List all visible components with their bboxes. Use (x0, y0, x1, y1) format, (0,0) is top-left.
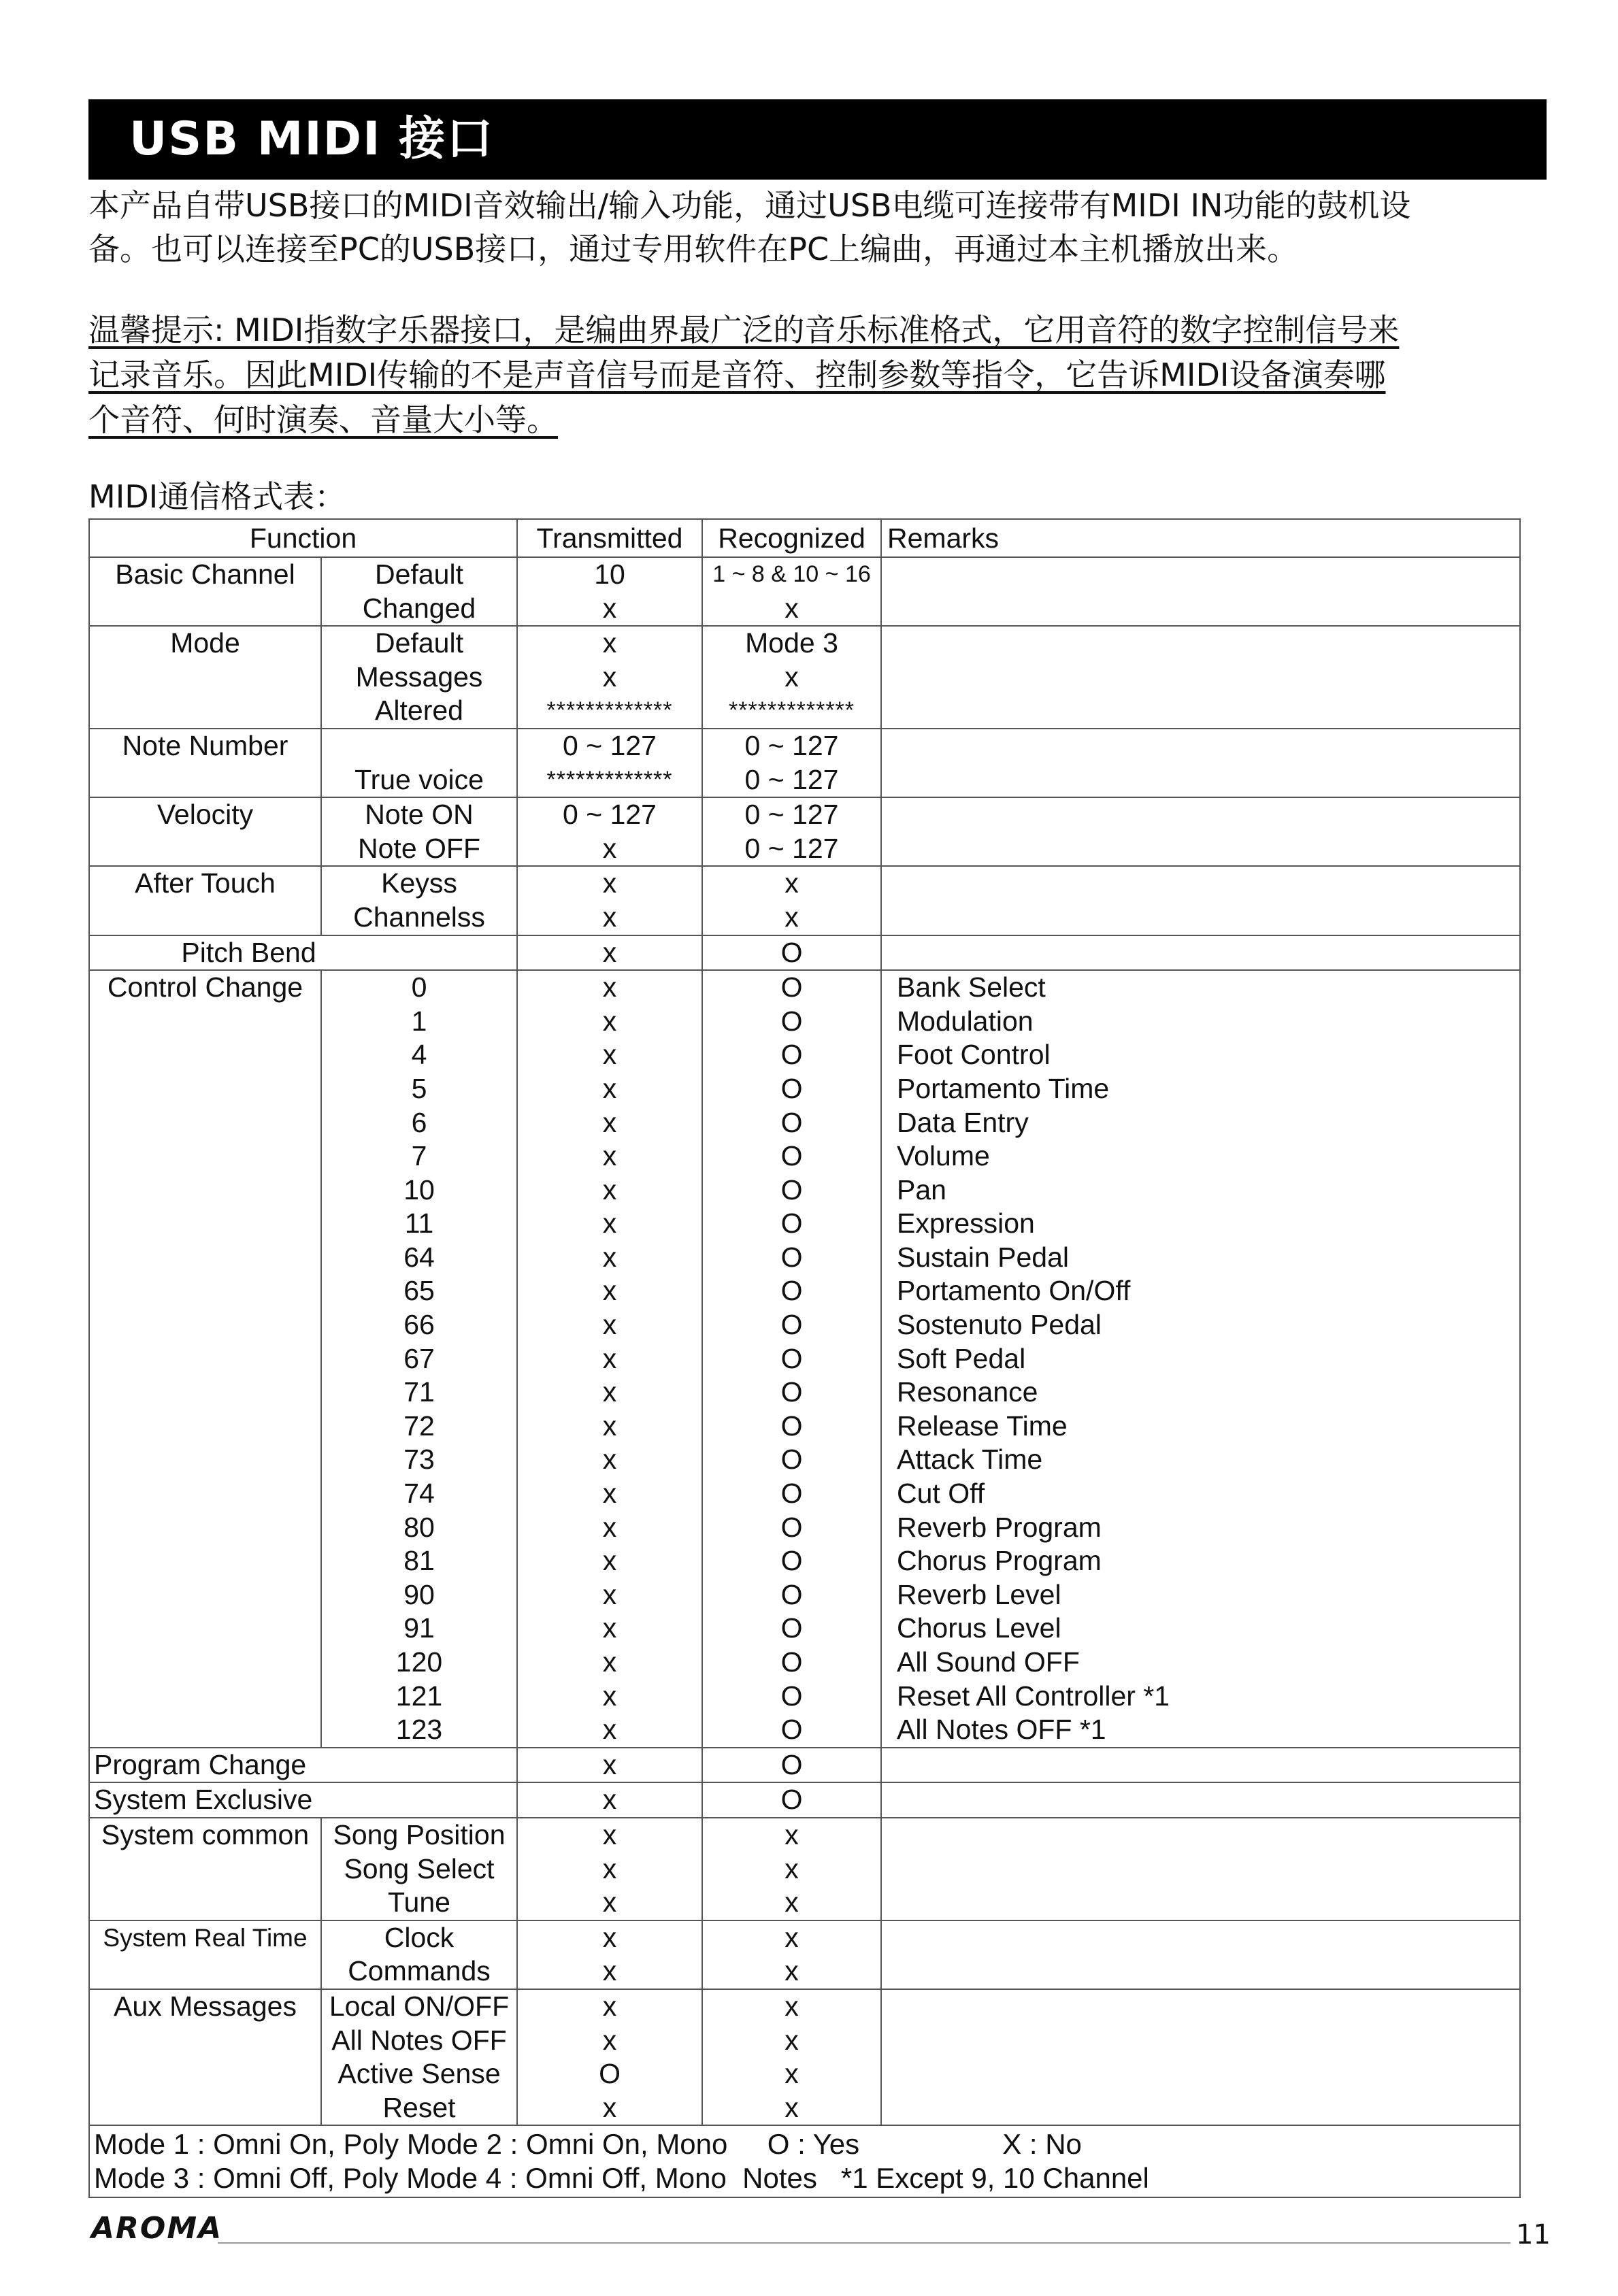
table-row (89, 970, 1520, 1748)
control-number: 71 (403, 1376, 435, 1408)
transmitted-value: x (602, 1410, 617, 1442)
transmitted-value: x (602, 1342, 617, 1374)
transmitted-value: x (602, 1005, 617, 1037)
control-number: 64 (403, 1241, 435, 1273)
transmitted-value: x (602, 1784, 617, 1816)
recognized-value: O (780, 936, 803, 968)
recognized-value: x (785, 2058, 799, 2090)
transmitted-value: x (602, 1376, 617, 1408)
control-remarks-column (881, 970, 1520, 1748)
sub-label: Keyss (381, 867, 457, 899)
transmitted-value: x (602, 971, 617, 1003)
transmitted-value: x (602, 1140, 617, 1172)
midi-implementation-table (88, 518, 1521, 2198)
transmitted-value: x (602, 1680, 617, 1712)
sub-label: All Notes OFF (331, 2024, 507, 2056)
remark-text: Modulation (897, 1005, 1034, 1037)
recognized-value: O (780, 1680, 803, 1712)
sub-label: Default (375, 627, 463, 659)
remark-text: Pan (897, 1174, 946, 1205)
control-number: 123 (395, 1714, 443, 1746)
tip-line: 个音符、何时演奏、音量大小等。 (88, 401, 558, 438)
sub-label: Active Sense (337, 2058, 501, 2090)
control-number-column (321, 970, 517, 1748)
remark-text: Attack Time (897, 1444, 1043, 1476)
remark-text: Sustain Pedal (897, 1241, 1070, 1273)
function-label: After Touch (135, 867, 276, 899)
transmitted-value: 0 ~ 127 (563, 799, 657, 831)
transmitted-value: x (602, 2091, 617, 2123)
transmitted-value: x (602, 1478, 617, 1510)
remark-text: All Sound OFF (897, 1646, 1080, 1678)
sub-label: Messages (355, 661, 483, 693)
remark-text: Reverb Level (897, 1578, 1061, 1610)
sub-label: Channelss (353, 901, 485, 933)
recognized-value: O (780, 1140, 803, 1172)
tip-paragraph (88, 307, 1551, 442)
sub-label: Song Position (333, 1818, 506, 1850)
section-title: USB MIDI 接口 (129, 112, 495, 166)
recognized-value: x (785, 1955, 799, 1987)
sub-label: Local ON/OFF (329, 1990, 510, 2022)
function-label: Note Number (122, 729, 288, 761)
recognized-value: x (785, 1990, 799, 2022)
transmitted-value: x (602, 1748, 617, 1780)
remark-text: Reset All Controller *1 (897, 1680, 1170, 1712)
transmitted-value: x (602, 867, 617, 899)
transmitted-value: x (602, 1612, 617, 1644)
remark-text: Chorus Program (897, 1545, 1102, 1577)
control-number: 67 (403, 1342, 435, 1374)
recognized-value: 0 ~ 127 (744, 799, 839, 831)
table-footnote-row (89, 2125, 1520, 2197)
sub-label: Clock (384, 1921, 455, 1953)
table-row (89, 557, 1520, 626)
control-number: 6 (411, 1106, 427, 1138)
remark-text: Portamento On/Off (897, 1275, 1131, 1307)
function-label: System Real Time (103, 1923, 308, 1952)
recognized-value: x (785, 901, 799, 933)
function-label: Mode (170, 627, 240, 659)
table-row (89, 729, 1520, 797)
transmitted-value: ************* (546, 697, 673, 724)
intro-line: 备。也可以连接至PC的USB接口，通过专用软件在PC上编曲，再通过本主机播放出来。 (88, 231, 1299, 267)
transmitted-value: x (602, 592, 617, 624)
recognized-value: O (780, 1174, 803, 1205)
remark-text: Expression (897, 1208, 1035, 1239)
remark-text: All Notes OFF *1 (897, 1714, 1106, 1746)
transmitted-value: x (602, 1714, 617, 1746)
recognized-value: O (780, 1309, 803, 1341)
transmitted-value: 10 (594, 559, 625, 590)
remark-text: Resonance (897, 1376, 1038, 1408)
transmitted-value: x (602, 1208, 617, 1239)
function-label: Program Change (94, 1748, 307, 1780)
remark-text: Data Entry (897, 1106, 1029, 1138)
recognized-value: 1 ~ 8 & 10 ~ 16 (712, 561, 871, 587)
control-number: 91 (403, 1612, 435, 1644)
transmitted-value: 0 ~ 127 (563, 729, 657, 761)
remark-text: Cut Off (897, 1478, 985, 1510)
section-header-bar (88, 99, 1547, 180)
control-transmitted-column (517, 970, 702, 1748)
remark-text: Release Time (897, 1410, 1068, 1442)
recognized-value: 0 ~ 127 (744, 832, 839, 864)
transmitted-value: O (599, 2058, 621, 2090)
header-function: Function (89, 519, 517, 557)
transmitted-value: x (602, 1818, 617, 1850)
tip-line: 温馨提示: MIDI指数字乐器接口，是编曲界最广泛的音乐标准格式，它用音符的数字控制信号来 (88, 312, 1400, 348)
transmitted-value: x (602, 661, 617, 693)
control-number: 4 (411, 1039, 427, 1071)
table-row (89, 1748, 1520, 1783)
transmitted-value: x (602, 1955, 617, 1987)
transmitted-value: ************* (546, 766, 673, 793)
recognized-value: O (780, 1478, 803, 1510)
recognized-value: O (780, 1275, 803, 1307)
control-number: 80 (403, 1511, 435, 1543)
recognized-value: x (785, 661, 799, 693)
function-label: Aux Messages (114, 1990, 297, 2022)
sub-label: True voice (354, 763, 484, 795)
recognized-value: O (780, 1241, 803, 1273)
recognized-value: x (785, 867, 799, 899)
header-transmitted: Transmitted (517, 519, 702, 557)
recognized-value: x (785, 1886, 799, 1918)
transmitted-value: x (602, 1545, 617, 1577)
control-number: 74 (403, 1478, 435, 1510)
remark-text: Foot Control (897, 1039, 1051, 1071)
remark-text: Sostenuto Pedal (897, 1309, 1102, 1341)
control-number: 0 (411, 971, 427, 1003)
recognized-value: ************* (729, 697, 855, 724)
table-row (89, 866, 1520, 935)
function-label: Control Change (107, 971, 303, 1003)
remark-text: Volume (897, 1140, 990, 1172)
control-number: 7 (411, 1140, 427, 1172)
control-number: 11 (404, 1208, 434, 1239)
sub-label (322, 729, 516, 763)
remark-text: Soft Pedal (897, 1342, 1026, 1374)
sub-label: Note ON (365, 799, 474, 831)
table-row (89, 797, 1520, 866)
recognized-value: x (785, 592, 799, 624)
table-row (89, 1989, 1520, 2125)
function-label: System Exclusive (94, 1784, 313, 1816)
recognized-value: x (785, 2091, 799, 2123)
transmitted-value: x (602, 1444, 617, 1476)
recognized-value: 0 ~ 127 (744, 763, 839, 795)
transmitted-value: x (602, 1511, 617, 1543)
table-row (89, 1818, 1520, 1920)
sub-label: Tune (388, 1886, 450, 1918)
control-number: 1 (411, 1005, 427, 1037)
transmitted-value: x (602, 1039, 617, 1071)
recognized-value: O (780, 1714, 803, 1746)
recognized-value: O (780, 1106, 803, 1138)
transmitted-value: x (602, 1990, 617, 2022)
control-number: 90 (403, 1578, 435, 1610)
recognized-value: 0 ~ 127 (744, 729, 839, 761)
recognized-value: x (785, 2024, 799, 2056)
recognized-value: O (780, 1376, 803, 1408)
recognized-value: O (780, 1748, 803, 1780)
header-remarks: Remarks (881, 519, 1520, 557)
transmitted-value: x (602, 936, 617, 968)
control-number: 65 (403, 1275, 435, 1307)
remark-text: Portamento Time (897, 1072, 1110, 1104)
recognized-value: O (780, 1646, 803, 1678)
table-caption: MIDI通信格式表： (88, 478, 346, 515)
recognized-value: O (780, 1039, 803, 1071)
remark-text: Bank Select (897, 971, 1046, 1003)
table-row (89, 1920, 1520, 1989)
control-number: 10 (403, 1174, 435, 1205)
transmitted-value: x (602, 832, 617, 864)
recognized-value: x (785, 1852, 799, 1884)
sub-label: Reset (382, 2091, 456, 2123)
sub-label: Changed (362, 592, 476, 624)
control-number: 81 (403, 1545, 435, 1577)
remark-text: Chorus Level (897, 1612, 1061, 1644)
control-number: 73 (403, 1444, 435, 1476)
transmitted-value: x (602, 1921, 617, 1953)
sub-label: Default (375, 559, 463, 590)
control-number: 5 (411, 1072, 427, 1104)
remark-text: Reverb Program (897, 1511, 1102, 1543)
recognized-value: x (785, 1921, 799, 1953)
function-label: System common (101, 1818, 310, 1850)
recognized-value: x (785, 1818, 799, 1850)
control-recognized-column (702, 970, 881, 1748)
transmitted-value: x (602, 1106, 617, 1138)
recognized-value: O (780, 971, 803, 1003)
control-number: 120 (395, 1646, 443, 1678)
sub-label: Note OFF (358, 832, 480, 864)
control-number: 121 (395, 1680, 443, 1712)
tip-line: 记录音乐。因此MIDI传输的不是声音信号而是音符、控制参数等指令，它告诉MIDI设备演奏哪 (88, 356, 1386, 393)
recognized-value: O (780, 1444, 803, 1476)
table-row (89, 1782, 1520, 1818)
recognized-value: O (780, 1342, 803, 1374)
function-label: Pitch Bend (181, 936, 316, 968)
function-label: Basic Channel (115, 559, 295, 590)
transmitted-value: x (602, 1072, 617, 1104)
footnote-line: Mode 1 : Omni On, Poly Mode 2 : Omni On, Mono O : Yes X : No (94, 2128, 1082, 2161)
transmitted-value: x (602, 1886, 617, 1918)
transmitted-value: x (602, 627, 617, 659)
table-header-row (89, 519, 1520, 557)
sub-label: Commands (348, 1955, 491, 1987)
page-number: 11 (1516, 2219, 1551, 2250)
transmitted-value: x (602, 1646, 617, 1678)
recognized-value: O (780, 1578, 803, 1610)
recognized-value: O (780, 1511, 803, 1543)
transmitted-value: x (602, 1309, 617, 1341)
transmitted-value: x (602, 901, 617, 933)
table-row (89, 626, 1520, 729)
transmitted-value: x (602, 1578, 617, 1610)
recognized-value: Mode 3 (745, 627, 838, 659)
footer-divider (218, 2242, 1510, 2244)
header-recognized: Recognized (702, 519, 881, 557)
intro-line: 本产品自带USB接口的MIDI音效输出/输入功能，通过USB电缆可连接带有MIDI IN功能的鼓机设 (88, 187, 1411, 224)
transmitted-value: x (602, 1275, 617, 1307)
recognized-value: O (780, 1784, 803, 1816)
footnote-line: Mode 3 : Omni Off, Poly Mode 4 : Omni Off, Mono Notes *1 Except 9, 10 Channel (94, 2162, 1149, 2195)
brand-logo: AROMA (91, 2211, 223, 2246)
recognized-value: O (780, 1072, 803, 1104)
control-number: 66 (403, 1309, 435, 1341)
transmitted-value: x (602, 1241, 617, 1273)
recognized-value: O (780, 1410, 803, 1442)
recognized-value: O (780, 1612, 803, 1644)
sub-label: Altered (375, 695, 463, 727)
table-row (89, 935, 1520, 971)
sub-label: Song Select (344, 1852, 495, 1884)
function-label: Velocity (156, 799, 254, 831)
recognized-value: O (780, 1005, 803, 1037)
intro-paragraph (88, 184, 1551, 271)
transmitted-value: x (602, 1174, 617, 1205)
recognized-value: O (780, 1545, 803, 1577)
control-number: 72 (403, 1410, 435, 1442)
transmitted-value: x (602, 2024, 617, 2056)
recognized-value: O (780, 1208, 803, 1239)
transmitted-value: x (602, 1852, 617, 1884)
